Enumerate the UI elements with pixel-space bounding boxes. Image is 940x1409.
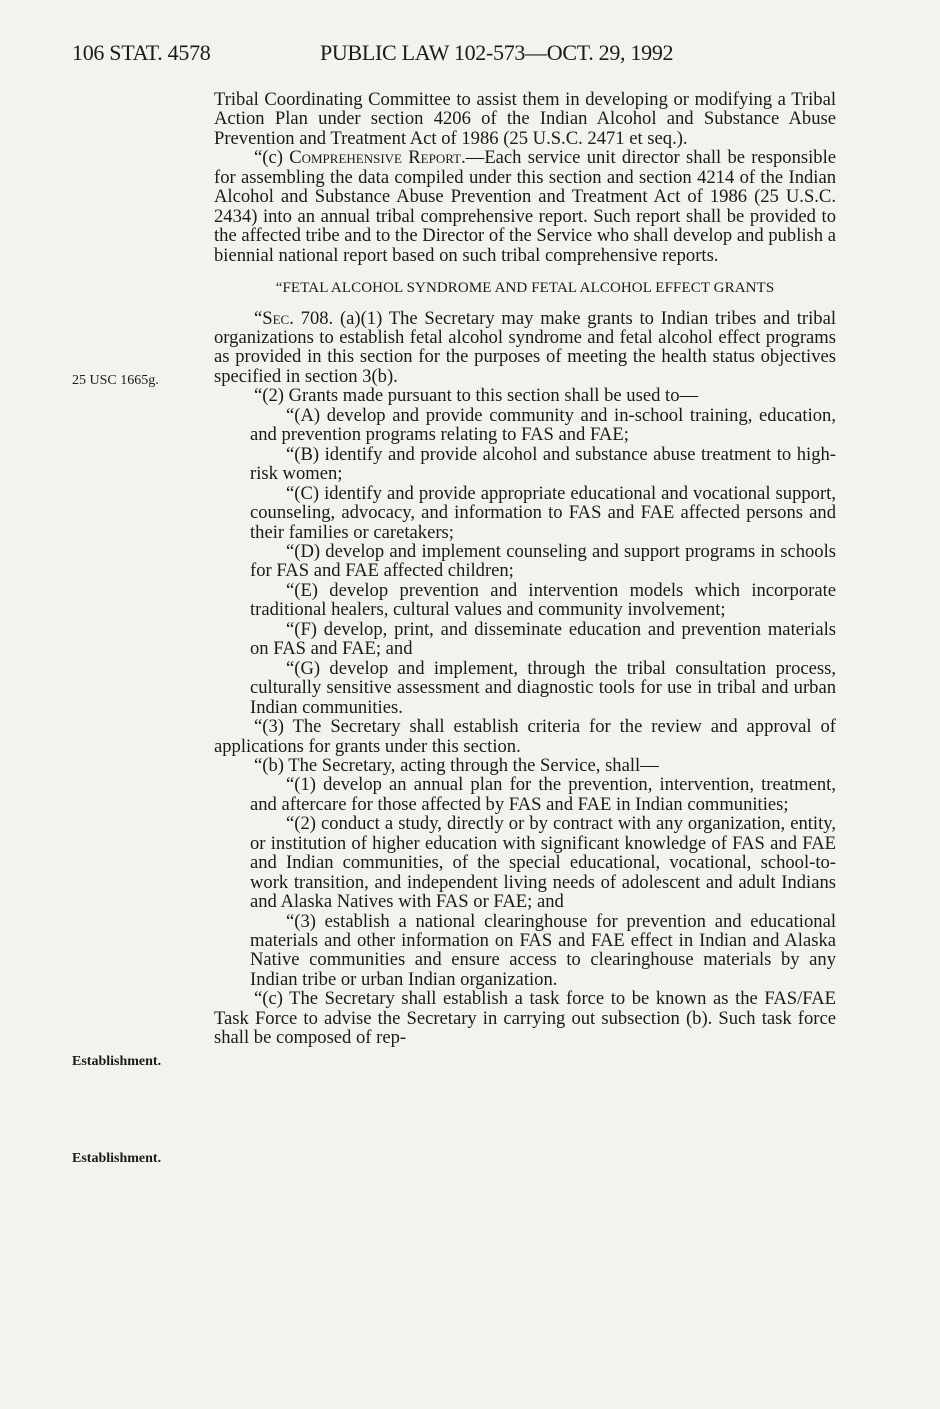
margin-note-usc: 25 USC 1665g. [72, 373, 159, 388]
document-body [214, 90, 836, 1048]
text-lead: “(c) [254, 147, 290, 169]
paragraph-aC: “(C) identify and provide appropriate educational and vocational support, counseling, advocacy, and information to FAS and FAE affected persons and their families or caretakers; [250, 482, 836, 543]
paragraph-aF: “(F) develop, print, and disseminate education and prevention materials on FAS and FAE; and [250, 618, 836, 660]
statute-page-number: 106 STAT. 4578 [72, 40, 211, 65]
paragraph-c: “(c) The Secretary shall establish a task force to be known as the FAS/FAE Task Force to advise the Secretary in carrying out subsection (b). Such task force shall be composed of rep- [214, 988, 836, 1049]
text-rest: . 708. (a)(1) The Secretary may make grants to Indian tribes and tribal organizations to establish fetal alcohol syndrome and fetal alcohol effect programs as provided in this section for the purposes of meeting the health status objectives specified in section 3(b). [214, 307, 836, 387]
paragraph-aE: “(E) develop prevention and intervention models which incorporate traditional healers, cultural values and community involvement; [250, 579, 836, 621]
paragraph-aB: “(B) identify and provide alcohol and substance abuse treatment to high-risk women; [250, 443, 836, 485]
paragraph-sec-708 [214, 309, 836, 387]
section-heading: “FETAL ALCOHOL SYNDROME AND FETAL ALCOHOL EFFECT GRANTS [275, 280, 775, 297]
paragraph-aG: “(G) develop and implement, through the tribal consultation process, culturally sensitive assessment and diagnostic tools for use in tribal and urban Indian communities. [250, 657, 836, 718]
paragraph-comprehensive-report [214, 148, 836, 265]
paragraph-b2: “(2) conduct a study, directly or by contract with any organization, entity, or institution of higher education with significant knowledge of FAS and FAE and Indian communities, of the special educational, vocational, school-to-work transition, and independent living needs of adolescent and adult Indians and Alaska Natives with FAS or FAE; and [250, 813, 836, 913]
margin-note-establishment-1: Establishment. [72, 1054, 162, 1069]
text-rest: .—Each service unit director shall be responsible for assembling the data compiled under this section and section 4214 of the Indian Alcohol and Substance Abuse Prevention and Treatment Act of 1986 (25 U.S.C. 2434) into an annual tribal comprehensive report. Such report shall be provided to the affected tribe and to the Director of the Service who shall develop and publish a biennial national report based on such tribal comprehensive reports. [214, 147, 836, 266]
page-header [72, 40, 852, 70]
paragraph-a3: “(3) The Secretary shall establish criteria for the review and approval of applications for grants under this section. [214, 716, 836, 757]
paragraph-aD: “(D) develop and implement counseling and support programs in schools for FAS and FAE affected children; [250, 540, 836, 582]
public-law-title: PUBLIC LAW 102-573—OCT. 29, 1992 [320, 40, 674, 65]
text-lead: “ [254, 307, 263, 329]
paragraph-aA: “(A) develop and provide community and in-school training, education, and prevention programs relating to FAS and FAE; [250, 404, 836, 446]
paragraph-b1: “(1) develop an annual plan for the prevention, intervention, treatment, and aftercare for those affected by FAS and FAE in Indian communities; [250, 774, 836, 815]
margin-note-establishment-2: Establishment. [72, 1151, 162, 1166]
paragraph-b: “(b) The Secretary, acting through the Service, shall— [254, 754, 659, 776]
comprehensive-report-caption: Comprehensive Report [289, 147, 462, 169]
paragraph-b3: “(3) establish a national clearinghouse for prevention and educational materials and other information on FAS and FAE effect in Indian and Alaska Native communities and ensure access to clearinghouse materials by any Indian tribe or urban Indian organization. [250, 910, 836, 990]
paragraph-a2: “(2) Grants made pursuant to this section shall be used to— [254, 385, 699, 407]
paragraph-tribal-coordinating: Tribal Coordinating Committee to assist them in developing or modifying a Tribal Action Plan under section 4206 of the Indian Alcohol and Substance Abuse Prevention and Treatment Act of 1986 (25 U.S.C. 2471 et seq.). [214, 89, 836, 149]
sec-caption: Sec [262, 307, 290, 329]
